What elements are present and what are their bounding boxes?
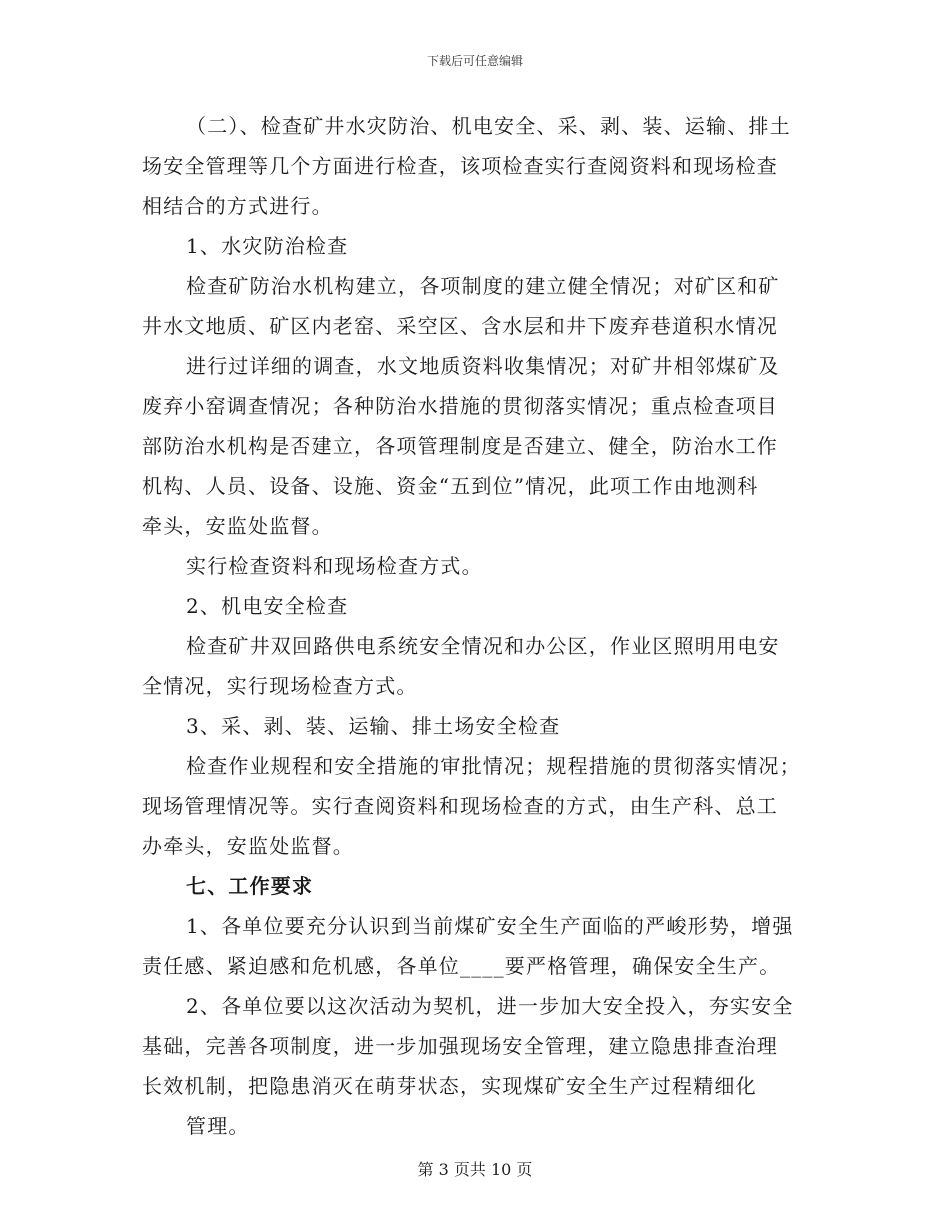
page-number: 第 3 页共 10 页 <box>417 1160 533 1179</box>
text-line: 办牵头，安监处监督。 <box>142 834 354 858</box>
text-line: 井水文地质、矿区内老窑、采空区、含水层和井下废弃巷道积水情况 <box>142 314 778 338</box>
section-heading-requirements: 七、工作要求 <box>186 874 314 898</box>
text-line: 检查矿防治水机构建立，各项制度的建立健全情况；对矿区和矿 <box>186 274 780 298</box>
page-header: 下载后可任意编辑 <box>426 54 523 68</box>
text-line: 1、各单位要充分认识到当前煤矿安全生产面临的严峻形势，增强 <box>186 914 794 938</box>
text-line: （二）、检查矿井水灾防治、机电安全、采、剥、装、运输、排土 <box>186 114 791 138</box>
text-line: 相结合的方式进行。 <box>142 194 333 218</box>
text-line: 基础，完善各项制度，进一步加强现场安全管理，建立隐患排查治理 <box>142 1034 778 1058</box>
text-line: 场安全管理等几个方面进行检查，该项检查实行查阅资料和现场检查 <box>142 154 778 178</box>
section-heading-electrical: 2、机电安全检查 <box>186 594 349 618</box>
text-line: 检查作业规程和安全措施的审批情况；规程措施的贯彻落实情况； <box>186 754 801 778</box>
text-line: 2、各单位要以这次活动为契机，进一步加大安全投入，夯实安全 <box>186 994 794 1018</box>
text-line: 机构、人员、设备、设施、资金“五到位”情况，此项工作由地测科 <box>142 474 759 498</box>
text-line: 实行检查资料和现场检查方式。 <box>186 554 483 578</box>
text-line: 进行过详细的调查，水文地质资料收集情况；对矿井相邻煤矿及 <box>186 354 780 378</box>
text-line: 检查矿井双回路供电系统安全情况和办公区，作业区照明用电安 <box>186 634 780 658</box>
section-heading-water: 1、水灾防治检查 <box>186 234 349 258</box>
text-line: 全情况，实行现场检查方式。 <box>142 674 418 698</box>
document-body <box>142 106 802 1146</box>
text-line: 现场管理情况等。实行查阅资料和现场检查的方式，由生产科、总工 <box>142 794 778 818</box>
section-heading-mining: 3、采、剥、装、运输、排土场安全检查 <box>186 714 561 738</box>
text-line: 牵头，安监处监督。 <box>142 514 333 538</box>
text-line: 长效机制，把隐患消灭在萌芽状态，实现煤矿安全生产过程精细化 <box>142 1074 757 1098</box>
text-line: 部防治水机构是否建立，各项管理制度是否建立、健全，防治水工作 <box>142 434 778 458</box>
text-line: 废弃小窑调查情况；各种防治水措施的贯彻落实情况；重点检查项目 <box>142 394 778 418</box>
text-line: 责任感、紧迫感和危机感，各单位____要严格管理，确保安全生产。 <box>142 954 781 978</box>
text-line: 管理。 <box>186 1114 250 1138</box>
